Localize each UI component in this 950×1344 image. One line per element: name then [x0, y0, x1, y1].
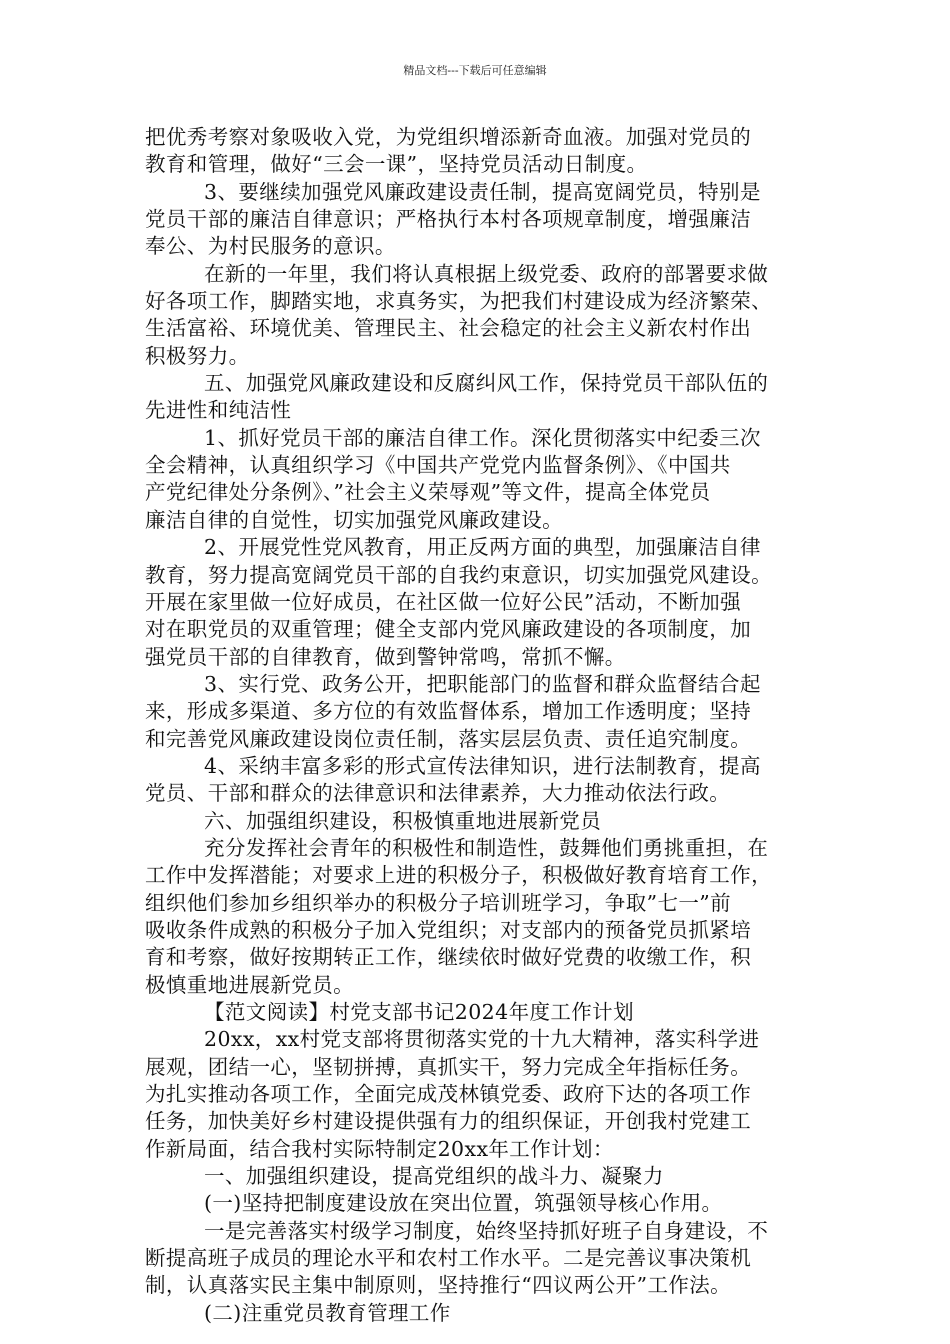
text-line: 一是完善落实村级学习制度，始终坚持抓好班子自身建设，不 — [204, 1218, 769, 1243]
text-line: 断提高班子成员的理论水平和农村工作水平。二是完善议事决策机 — [145, 1246, 752, 1271]
text-line: 组织他们参加乡组织举办的积极分子培训班学习，争取”七一”前 — [145, 890, 732, 915]
text-line: 1、抓好党员干部的廉洁自律工作。深化贯彻落实中纪委三次 — [204, 425, 761, 450]
text-line: 把优秀考察对象吸收入党，为党组织增添新奇血液。加强对党员的 — [145, 125, 752, 149]
text-line: 教育和管理，做好“三会一课”，坚持党员活动日制度。 — [145, 152, 648, 177]
text-line: 来，形成多渠道、多方位的有效监督体系，增加工作透明度；坚持 — [145, 699, 752, 724]
text-line: 党员、干部和群众的法律意识和法律素养，大力推动依法行政。 — [145, 781, 731, 806]
text-line: 奉公、为村民服务的意识。 — [145, 234, 396, 259]
text-line: 一、加强组织建设，提高党组织的战斗力、凝聚力 — [204, 1164, 664, 1189]
text-line: 3、实行党、政务公开，把职能部门的监督和群众监督结合起 — [204, 671, 761, 696]
text-line: 4、采纳丰富多彩的形式宣传法律知识，进行法制教育，提高 — [204, 753, 761, 778]
text-line: 任务，加快美好乡村建设提供强有力的组织保证，开创我村党建工 — [145, 1109, 752, 1134]
text-line: 制，认真落实民主集中制原则，坚持推行“四议两公开”工作法。 — [145, 1273, 732, 1298]
text-line: 先进性和纯洁性 — [145, 398, 292, 423]
text-line: 【范文阅读】村党支部书记2024年度工作计划 — [204, 1000, 634, 1024]
text-line: 强党员干部的自律教育，做到警钟常鸣，常抓不懈。 — [145, 644, 626, 669]
text-line: 育和考察，做好按期转正工作，继续依时做好党费的收缴工作，积 — [145, 945, 752, 970]
text-line: 开展在家里做一位好成员，在社区做一位好公民”活动，不断加强 — [145, 589, 742, 614]
text-line: 党员干部的廉洁自律意识；严格执行本村各项规章制度，增强廉洁 — [145, 207, 752, 232]
text-line: 五、加强党风廉政建设和反腐纠风工作，保持党员干部队伍的 — [204, 371, 769, 396]
text-line: 3、要继续加强党风廉政建设责任制，提高宽阔党员，特别是 — [204, 179, 761, 204]
text-line: 对在职党员的双重管理；健全支部内党风廉政建设的各项制度，加 — [145, 617, 752, 642]
text-line: 为扎实推动各项工作，全面完成茂林镇党委、政府下达的各项工作 — [145, 1082, 752, 1107]
text-line: 展观，团结一心，坚韧拼搏，真抓实干，努力完成全年指标任务。 — [145, 1054, 752, 1079]
text-line: 作新局面，结合我村实际特制定20xx年工作计划： — [145, 1136, 614, 1161]
document-body — [145, 124, 812, 1327]
text-line: 教育，努力提高宽阔党员干部的自我约束意识，切实加强党风建设。 — [145, 562, 772, 587]
text-line: 生活富裕、环境优美、管理民主、社会稳定的社会主义新农村作出 — [145, 316, 752, 341]
text-line: (一)坚持把制度建设放在突出位置，筑强领导核心作用。 — [204, 1191, 723, 1216]
text-line: 积极努力。 — [145, 343, 250, 368]
text-line: 充分发挥社会青年的积极性和制造性，鼓舞他们勇挑重担，在 — [204, 835, 769, 860]
text-line: 2、开展党性党风教育，用正反两方面的典型，加强廉洁自律 — [204, 535, 761, 560]
text-line: 产党纪律处分条例》、”社会主义荣辱观”等文件，提高全体党员 — [145, 480, 711, 505]
text-line: 20xx，xx村党支部将贯彻落实党的十九大精神，落实科学进 — [204, 1027, 760, 1052]
text-line: 全会精神，认真组织学习《中国共产党党内监督条例》、《中国共 — [145, 453, 731, 478]
text-line: 极慎重地进展新党员。 — [145, 972, 354, 997]
page-header: 精品文档---下载后可任意编辑 — [403, 64, 547, 77]
text-line: (二)注重党员教育管理工作 — [204, 1300, 451, 1325]
text-line: 廉洁自律的自觉性，切实加强党风廉政建设。 — [145, 507, 563, 532]
text-line: 好各项工作，脚踏实地，求真务实，为把我们村建设成为经济繁荣、 — [145, 289, 772, 314]
text-line: 在新的一年里，我们将认真根据上级党委、政府的部署要求做 — [204, 261, 769, 286]
text-line: 工作中发挥潜能；对要求上进的积极分子，积极做好教育培育工作， — [145, 863, 772, 888]
text-line: 和完善党风廉政建设岗位责任制，落实层层负责、责任追究制度。 — [145, 726, 752, 751]
text-line: 六、加强组织建设，积极慎重地进展新党员 — [204, 808, 602, 833]
text-line: 吸收条件成熟的积极分子加入党组织；对支部内的预备党员抓紧培 — [145, 917, 752, 942]
